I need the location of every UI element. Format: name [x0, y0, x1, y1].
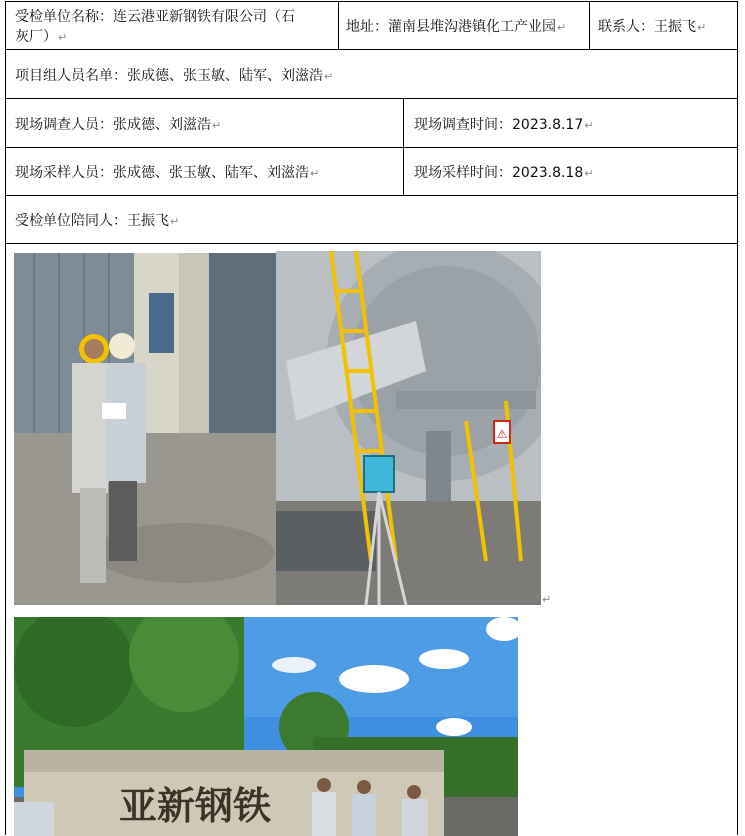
survey-photo — [14, 253, 276, 605]
survey-time-label: 现场调查时间： — [414, 117, 512, 133]
unit-name-line1: 连云港亚新钢铁有限公司（石 — [113, 9, 295, 25]
team-value: 张成德、张玉敏、陆军、刘滋浩 — [127, 68, 323, 84]
survey-staff-value: 张成德、刘滋浩 — [113, 117, 211, 133]
cell-sampling-time — [403, 148, 737, 195]
cell-contact — [589, 2, 737, 49]
cell-sampling-staff — [6, 148, 403, 195]
sign-text: 亚新钢铁 — [119, 783, 272, 828]
row-team-members — [6, 49, 737, 98]
escort-value: 王振飞 — [127, 213, 169, 229]
cell-address — [338, 2, 589, 49]
row-unit-info — [6, 1, 737, 49]
paragraph-mark: ↵ — [170, 215, 180, 228]
paragraph-mark: ↵ — [58, 31, 68, 44]
paragraph-mark: ↵ — [557, 21, 567, 34]
contact-label: 联系人： — [598, 19, 654, 35]
address-label: 地址： — [346, 19, 388, 35]
paragraph-mark: ↵ — [324, 70, 334, 83]
team-label: 项目组人员名单： — [15, 68, 127, 84]
paragraph-mark: ↵ — [542, 593, 552, 606]
record-table — [5, 1, 738, 835]
row-escort — [6, 195, 737, 243]
paragraph-mark: ↵ — [697, 21, 707, 34]
sampling-time-label: 现场采样时间： — [414, 165, 512, 181]
cell-unit-name — [6, 2, 338, 49]
survey-time-value: 2023.8.17 — [512, 117, 584, 133]
entrance-sign-photo — [14, 617, 518, 836]
row-sampling — [6, 147, 737, 195]
escort-label: 受检单位陪同人： — [15, 213, 127, 229]
sampling-time-value: 2023.8.18 — [512, 165, 584, 181]
paragraph-mark: ↵ — [584, 167, 594, 180]
address-value: 灌南县堆沟港镇化工产业园 — [388, 19, 556, 35]
sampling-equipment-photo — [276, 251, 541, 605]
unit-name-line2: 灰厂） — [15, 29, 57, 45]
row-photos — [6, 243, 737, 835]
contact-value: 王振飞 — [654, 19, 696, 35]
sampling-staff-label: 现场采样人员： — [15, 165, 113, 181]
paragraph-mark: ↵ — [212, 119, 222, 132]
cell-survey-time — [403, 99, 737, 147]
unit-label: 受检单位名称： — [15, 9, 113, 25]
paragraph-mark: ↵ — [310, 167, 320, 180]
row-survey — [6, 98, 737, 147]
survey-staff-label: 现场调查人员： — [15, 117, 113, 133]
unit-name-text — [15, 7, 295, 48]
paragraph-mark: ↵ — [584, 119, 594, 132]
cell-survey-staff — [6, 99, 403, 147]
warning-sign-icon: ⚠ — [496, 427, 508, 441]
sampling-staff-value: 张成德、张玉敏、陆军、刘滋浩 — [113, 165, 309, 181]
